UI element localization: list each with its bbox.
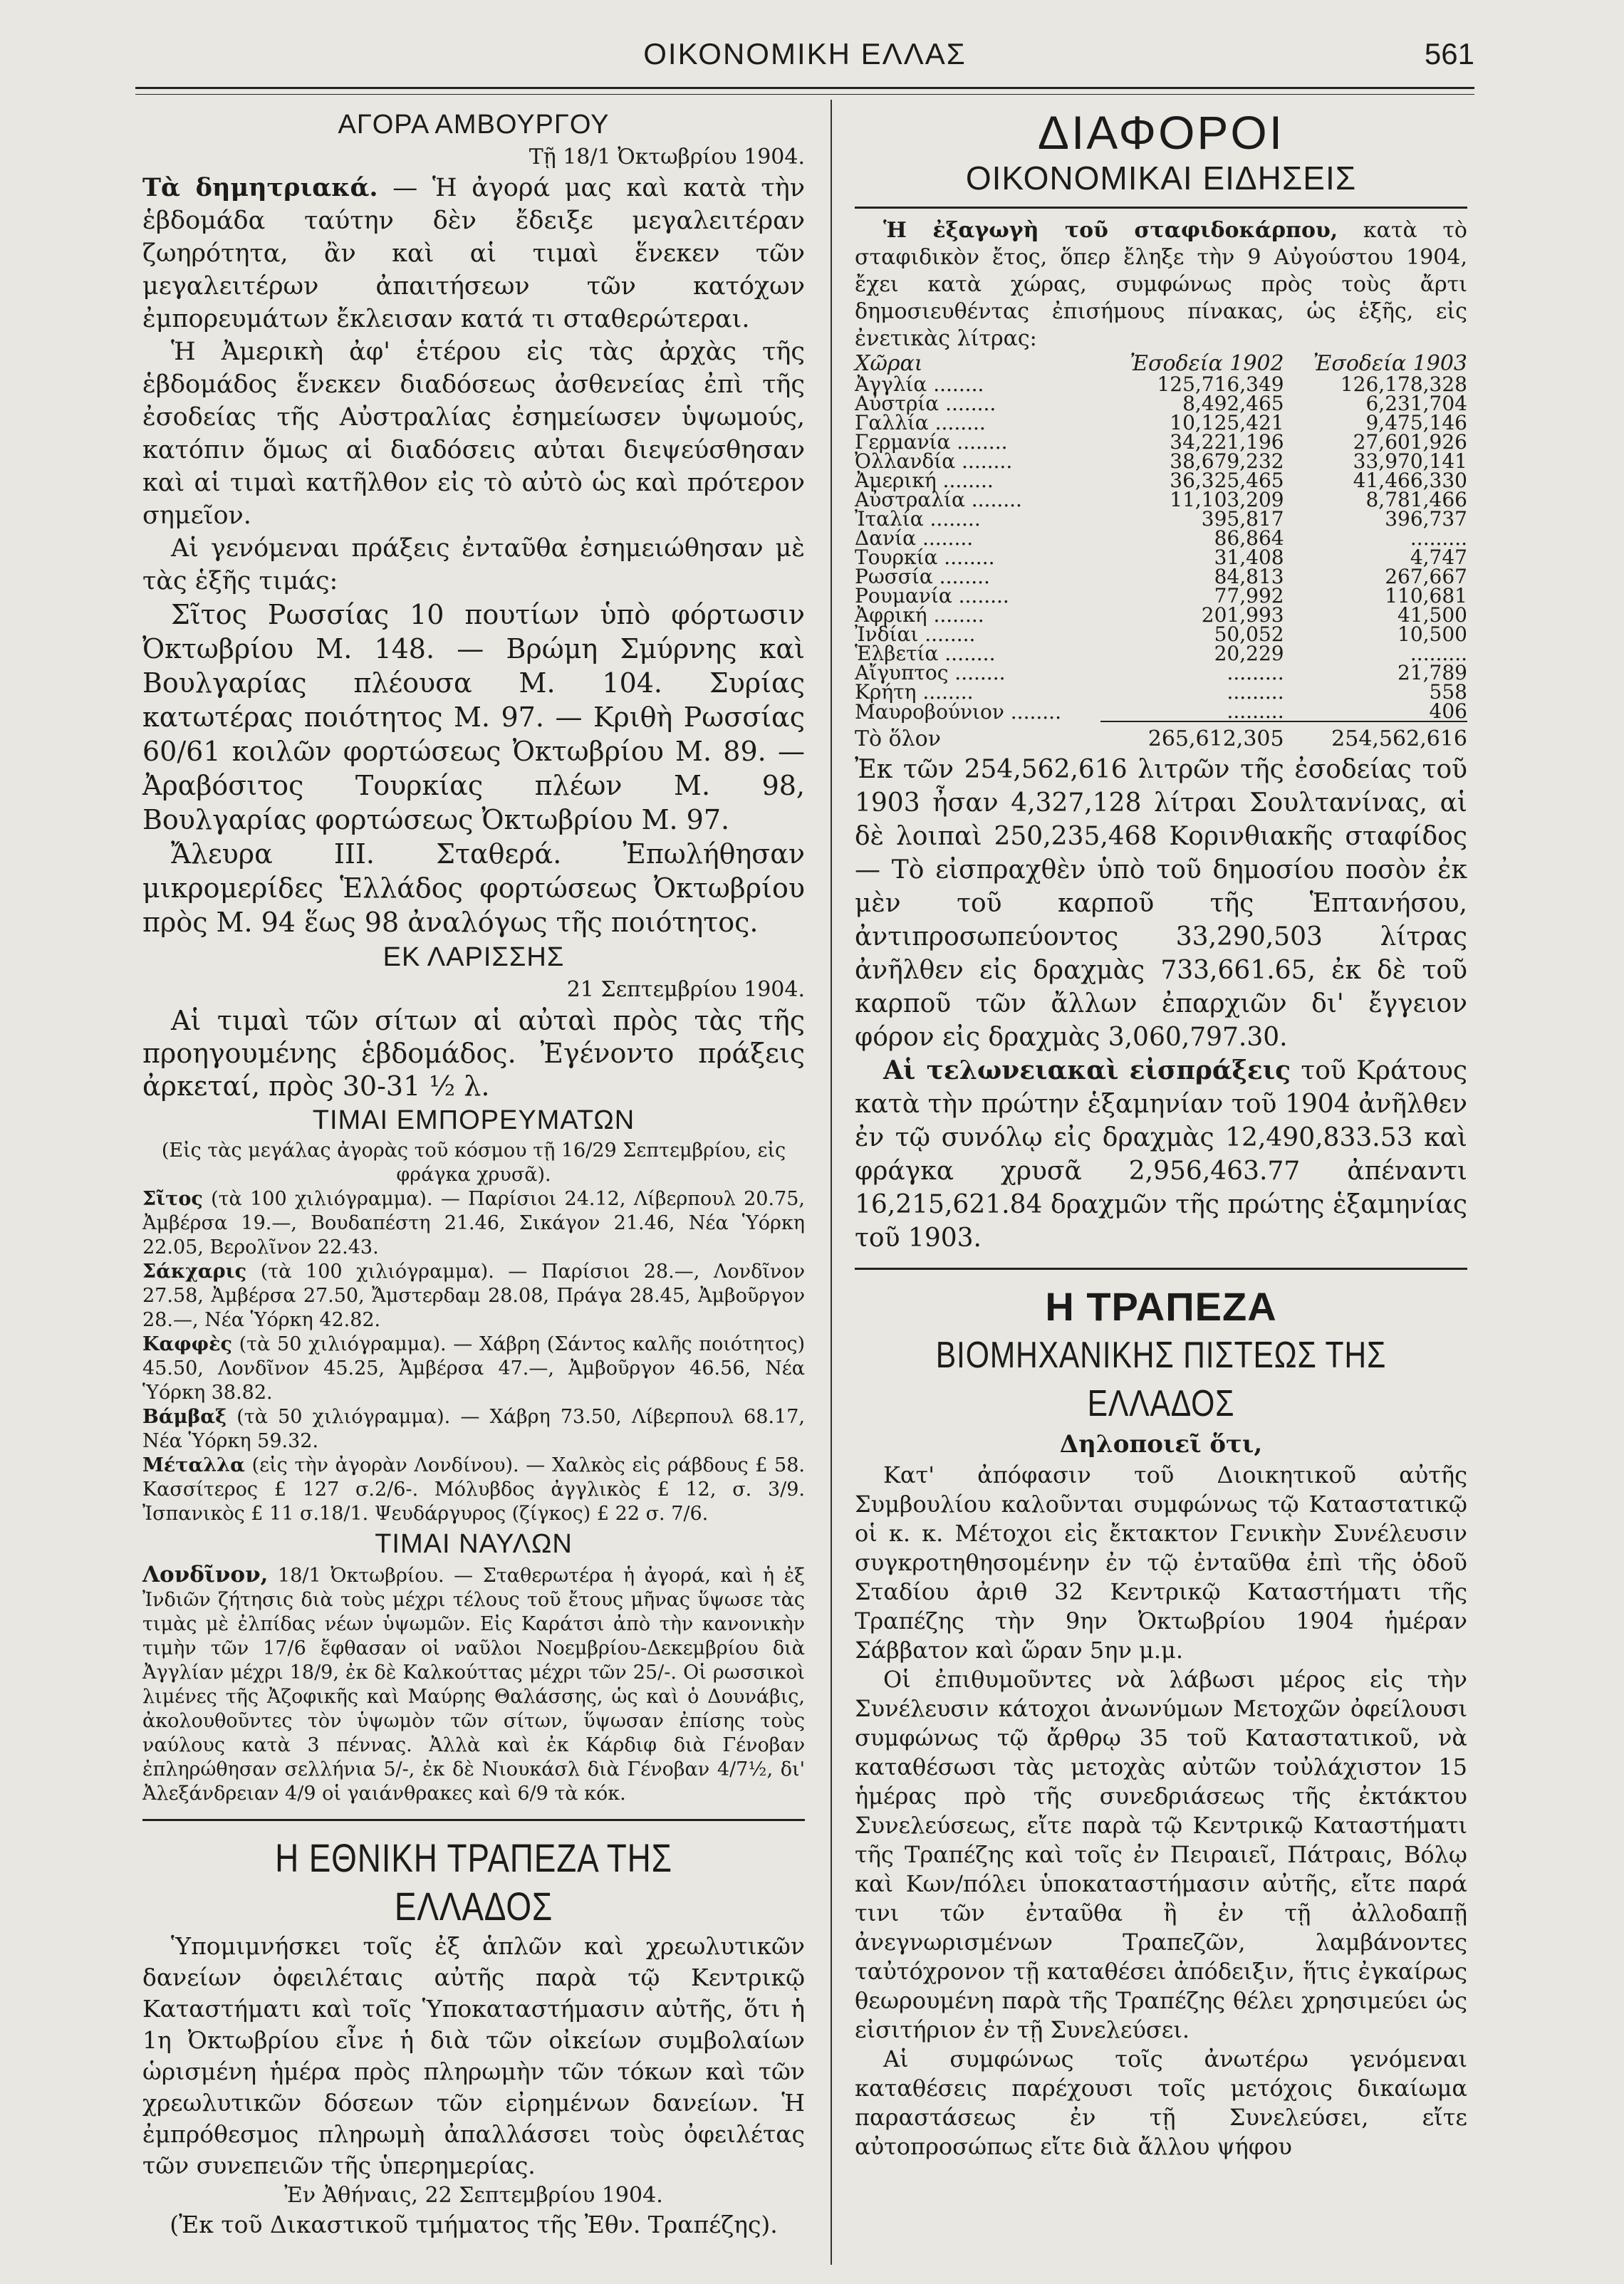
harvest-1903-cell: 396,737	[1385, 507, 1467, 531]
industrial-bank-declares: Δηλοποιεῖ ὅτι,	[1059, 1430, 1263, 1459]
currant-export-table	[855, 353, 1467, 749]
commodity-price-list	[142, 1187, 805, 1526]
harvest-1903-cell: 267,667	[1385, 565, 1467, 588]
larissa-title: ΕΚ ΛΑΡΙΣΣΗΣ	[382, 942, 565, 972]
country-cell: Ἀμερική ........	[855, 469, 994, 492]
industrial-bank-notice	[855, 1283, 1467, 2162]
harvest-1903-cell: 110,681	[1385, 584, 1467, 607]
total-1903: 254,562,616	[1284, 721, 1467, 749]
table-row	[855, 567, 1467, 586]
country-cell: Ἀφρική ........	[855, 603, 984, 627]
harvest-1902-cell: .........	[1227, 661, 1284, 684]
table-row	[855, 625, 1467, 644]
industrial-bank-title-1: Η ΤΡΑΠΕΖΑ	[1045, 1284, 1277, 1329]
harvest-1903-cell: 406	[1429, 699, 1467, 723]
country-cell: Τουρκία ........	[855, 546, 995, 569]
country-cell: Αὐστρία ........	[855, 392, 996, 415]
cereals-lead: Τὰ δημητριακά.	[142, 173, 378, 202]
harvest-1903-cell: 41,500	[1397, 603, 1467, 627]
larissa-section	[142, 942, 805, 1102]
hamburg-paragraph-4: Σῖτος Ρωσσίας 10 πουτίων ὑπὸ φόρτωσιν Ὀκτωβρίου Μ. 148. — Βρώμη Σμύρνης καὶ Βουλγαρίας πλέουσα Μ. 104. Συρίας κατωτέρας ποιότητος Μ. 97. — Κριθὴ Ρωσσίας 60/61 κοιλῶν φορτώσεως Ὀκτωβρίου Μ. 89. — Ἀραβόσιτος Τουρκίας πλέων Μ. 98, Βουλγαρίας φορτώσεως Ὀκτωβρίου Μ. 97.	[142, 599, 805, 835]
commodity-prices-title: ΤΙΜΑΙ ΕΜΠΟΡΕΥΜΑΤΩΝ	[312, 1105, 635, 1135]
national-bank-text: Ὑπομιμνήσκει τοῖς ἐξ ἁπλῶν καὶ χρεωλυτικῶν δανείων ὀφειλέταις αὐτῆς παρὰ τῷ Κεντρικῷ Καταστήματι καὶ τοῖς Ὑποκαταστήμασιν αὐτῆς, ὅτι ἡ 1η Ὀκτωβρίου εἶνε ἡ διὰ τῶν οἰκείων συμβολαίων ὡρισμένη ἡμέρα πρὸς πληρωμὴν τῶν τόκων καὶ τῶν χρεωλυτικῶν δόσεων τῶν εἰρημένων δανείων. Ἡ ἐμπρόθεσμος πληρωμὴ ἀπαλλάσσει τοὺς ὀφειλέτας τῶν συνεπειῶν τῆς ὑπερημερίας.	[142, 1932, 805, 2179]
currant-export-after: Ἐκ τῶν 254,562,616 λιτρῶν τῆς ἐσοδείας τοῦ 1903 ἦσαν 4,327,128 λίτραι Σουλτανίνας, αἱ δὲ λοιπαὶ 250,235,468 Κορινθιακῆς σταφίδος — Τὸ εἰσπραχθὲν ὑπὸ τοῦ δημοσίου ποσὸν ἐκ μὲν τοῦ καρποῦ τῆς Ἑπτανήσου, ἀντιπροσωπεύοντος 33,290,503 λίτρας ἀνῆλθεν εἰς δραχμὰς 733,661.65, ἐκ δὲ τοῦ καρποῦ τῶν ἄλλων ἐπαρχιῶν δι' ἔγγειον φόρον εἰς δραχμὰς 3,060,797.30.	[855, 755, 1467, 1052]
commodity-prices-section	[142, 1105, 805, 1526]
freight-rates-title: ΤΙΜΑΙ ΝΑΥΛΩΝ	[375, 1529, 573, 1559]
right-column	[855, 107, 1467, 2162]
table-row	[855, 413, 1467, 432]
table-row	[855, 605, 1467, 625]
country-cell: Αἴγυπτος ........	[855, 661, 1006, 684]
hamburg-date: Τῇ 18/1 Ὀκτωβρίου 1904.	[529, 145, 805, 170]
currant-export-lead: Ἡ ἐξαγωγὴ τοῦ σταφιδοκάρπου,	[883, 218, 1338, 243]
harvest-1903-cell: 4,747	[1410, 546, 1467, 569]
hamburg-paragraph-5: Ἄλευρα III. Σταθερά. Ἐπωλήθησαν μικρομερίδες Ἑλλάδος φορτώσεως Ὀκτωβρίου πρὸς Μ. 94 ἕως 98 ἀναλόγως τῆς ποιότητος.	[142, 838, 805, 938]
country-cell: Γαλλία ........	[855, 411, 986, 434]
table-row	[855, 490, 1467, 509]
harvest-1903-cell: 126,178,328	[1340, 372, 1467, 396]
commodity-text: (τὰ 100 χιλιόγραμμα). — Παρίσιοι 24.12, Λίβερπουλ 20.75, Ἀμβέρσα 19.—, Βουδαπέστη 21.46, Σικάγον 21.46, Νέα Ὑόρκη 22.05, Βερολῖνον 22.43.	[142, 1188, 805, 1258]
harvest-1902-cell: .........	[1227, 699, 1284, 723]
harvest-1903-cell: 21,789	[1397, 661, 1467, 684]
country-cell: Μαυροβούνιον ........	[855, 699, 1061, 724]
miscellaneous-title: ΔΙΑΦΟΡΟΙ	[1037, 106, 1285, 159]
commodity-name: Σάκχαρις	[142, 1261, 247, 1283]
section-rule	[855, 207, 1467, 209]
harvest-1903-cell: 558	[1429, 680, 1467, 704]
total-1902: 265,612,305	[1100, 721, 1284, 749]
table-row	[855, 528, 1467, 548]
harvest-1902-cell: 201,993	[1201, 603, 1284, 627]
industrial-bank-paragraph-1: Κατ' ἀπόφασιν τοῦ Διοικητικοῦ αὐτῆς Συμβουλίου καλοῦνται συμφώνως τῷ Καταστατικῷ οἱ κ. κ. Μέτοχοι εἰς ἔκτακτον Γενικὴν Συνέλευσιν συγκροτηθησομένην ἐν τῷ ἐνταῦθα ἐπὶ τῆς ὁδοῦ Σταδίου ἀριθ 32 Κεντρικῷ Καταστήματι τῆς Τραπέζης τὴν 9ην Ὀκτωβρίου 1904 ἡμέραν Σάββατον καὶ ὥραν 5ην μ.μ.	[855, 1461, 1467, 1664]
industrial-bank-paragraph-3: Αἱ συμφώνως τοῖς ἀνωτέρω γενόμεναι καταθέσεις παρέχουσι τοῖς μετόχοις δικαίωμα παραστάσεως ἐν τῇ Συνελεύσει, εἴτε αὐτοπροσώπως εἴτε διὰ ἄλλου ψήφου	[855, 2045, 1467, 2160]
table-body	[855, 372, 1467, 724]
section-rule	[855, 1268, 1467, 1270]
commodity-text: (εἰς τὴν ἀγορὰν Λονδίνου). — Χαλκὸς εἰς ράβδους £ 58. Κασσίτερος £ 127 σ.2/6-. Μόλυβδος ἀγγλικὸς £ 12, σ. 3/9. Ἰσπανικὸς £ 11 σ.18/1. Ψευδάργυρος (ζίγκος) £ 22 σ. 7/6.	[142, 1454, 805, 1525]
hamburg-paragraph-3: Αἱ γενόμεναι πράξεις ἐνταῦθα ἐσημειώθησαν μὲ τὰς ἑξῆς τιμάς:	[142, 534, 805, 595]
table-header-row	[855, 353, 1467, 375]
harvest-1902-cell: 395,817	[1201, 507, 1284, 531]
national-bank-signature: (Ἐκ τοῦ Δικαστικοῦ τμήματος τῆς Ἐθν. Τραπέζης).	[170, 2211, 778, 2238]
freight-rates-section	[142, 1529, 805, 1806]
harvest-1903-cell: 9,475,146	[1365, 411, 1467, 434]
customs-text: τοῦ Κράτους κατὰ τὴν πρώτην ἑξαμηνίαν τοῦ 1904 ἀνῆλθεν ἐν τῷ συνόλῳ εἰς δραχμὰς 12,490,833.53 καὶ φράγκα χρυσᾶ 2,956,463.77 ἀπέναντι 16,215,621.84 δραχμῶν τῆς πρώτης ἑξαμηνίας τοῦ 1903.	[855, 1056, 1467, 1253]
section-rule	[142, 1819, 805, 1821]
column-header: Ἐσοδεία 1902	[1130, 351, 1284, 376]
freight-lead: Λονδῖνον,	[142, 1562, 269, 1587]
commodity-name: Μέταλλα	[142, 1454, 245, 1476]
journal-title: ΟΙΚΟΝΟΜΙΚΗ ΕΛΛΑΣ	[643, 37, 967, 71]
harvest-1902-cell: 10,125,421	[1170, 411, 1284, 434]
table-total-row	[855, 721, 1467, 749]
national-bank-title: Η ΕΘΝΙΚΗ ΤΡΑΠΕΖΑ ΤΗΣ ΕΛΛΑΔΟΣ	[275, 1835, 672, 1929]
harvest-1903-cell: 8,781,466	[1365, 488, 1467, 511]
economic-news-subtitle: ΟΙΚΟΝΟΜΙΚΑΙ ΕΙΔΗΣΕΙΣ	[965, 160, 1357, 197]
hamburg-market-section	[142, 110, 805, 939]
harvest-1903-cell: 27,601,926	[1353, 430, 1467, 454]
table-row	[855, 682, 1467, 702]
harvest-1902-cell: .........	[1227, 680, 1284, 704]
commodity-text: (τὰ 50 χιλιόγραμμα). — Χάβρη 73.50, Λίβερπουλ 68.17, Νέα Ὑόρκη 59.32.	[142, 1406, 805, 1452]
harvest-1902-cell: 50,052	[1214, 622, 1284, 646]
country-cell: Ἀγγλία ........	[855, 372, 984, 396]
hamburg-title: ΑΓΟΡΑ ΑΜΒΟΥΡΓΟΥ	[338, 110, 610, 140]
commodity-name: Βάμβαξ	[142, 1406, 227, 1428]
table-row	[855, 663, 1467, 682]
table-row	[855, 644, 1467, 663]
harvest-1902-cell: 20,229	[1214, 642, 1284, 665]
currant-export-intro: κατὰ τὸ σταφιδικὸν ἔτος, ὅπερ ἔληξε τὴν 9 Αὐγούστου 1904, ἔχει κατὰ χώρας, συμφώνως πρὸς τοὺς ἄρτι δημοσιευθέντας ἐπισήμους πίνακας, ὡς ἑξῆς, εἰς ἐνετικὰς λίτρας:	[855, 218, 1467, 351]
harvest-1902-cell: 36,325,465	[1170, 469, 1284, 492]
country-cell: Ρωσσία ........	[855, 565, 990, 588]
harvest-1902-cell: 125,716,349	[1157, 372, 1284, 396]
country-cell: Ἑλβετία ........	[855, 642, 996, 665]
larissa-date: 21 Σεπτεμβρίου 1904.	[566, 977, 805, 1002]
harvest-1902-cell: 84,813	[1214, 565, 1284, 588]
harvest-1902-cell: 34,221,196	[1170, 430, 1284, 454]
commodity-prices-intro: (Εἰς τὰς μεγάλας ἀγορὰς τοῦ κόσμου τῇ 16/29 Σεπτεμβρίου, εἰς φράγκα χρυσᾶ).	[161, 1140, 786, 1186]
table-row	[855, 452, 1467, 471]
harvest-1903-cell: .........	[1410, 526, 1467, 550]
harvest-1903-cell: 6,231,704	[1365, 392, 1467, 415]
harvest-1902-cell: 77,992	[1214, 584, 1284, 607]
country-cell: Δανία ........	[855, 526, 974, 550]
country-cell: Ὀλλανδία ........	[855, 449, 1013, 473]
hamburg-paragraph-1: — Ἡ ἀγορά μας καὶ κατὰ τὴν ἑβδομάδα ταύτην δὲν ἔδειξε μεγαλειτέραν ζωηρότητα, ἂν καὶ αἱ τιμαὶ ἕνεκεν τῶν μεγαλειτέρων ἀπαιτήσεων τῶν κατόχων ἐμπορευμάτων ἔκλεισαν κατά τι σταθερώτεραι.	[142, 174, 805, 333]
header-rule	[135, 87, 1474, 89]
country-cell: Ἰταλία ........	[855, 507, 981, 531]
page-number: 561	[1424, 37, 1474, 71]
customs-revenue-section	[855, 1054, 1467, 1255]
national-bank-notice	[142, 1834, 805, 2240]
table-row	[855, 394, 1467, 413]
industrial-bank-title-2: ΒΙΟΜΗΧΑΝΙΚΗΣ ΠΙΣΤΕΩΣ ΤΗΣ ΕΛΛΑΔΟΣ	[935, 1335, 1387, 1424]
table-row	[855, 432, 1467, 452]
country-cell: Ρουμανία ........	[855, 584, 1009, 607]
harvest-1902-cell: 11,103,209	[1170, 488, 1284, 511]
column-header: Ἐσοδεία 1903	[1313, 351, 1467, 376]
commodity-text: (τὰ 100 χιλιόγραμμα). — Παρίσιοι 28.—, Λονδῖνον 27.58, Ἀμβέρσα 27.50, Ἄμστερδαμ 28.08, Πράγα 28.45, Ἀμβοῦργον 28.—, Νέα Ὑόρκη 42.82.	[142, 1261, 805, 1331]
table-row	[855, 586, 1467, 605]
harvest-1903-cell: 41,466,330	[1353, 469, 1467, 492]
left-column	[142, 107, 805, 2240]
column-divider	[831, 100, 832, 2265]
commodity-text: (τὰ 50 χιλιόγραμμα). — Χάβρη (Σάντος καλῆς ποιότητος) 45.50, Λονδῖνον 45.25, Ἀμβέρσα 47.—, Ἀμβοῦργον 46.56, Νέα Ὑόρκη 38.82.	[142, 1333, 805, 1404]
country-cell: Κρήτη ........	[855, 680, 974, 704]
column-header: Χῶραι	[855, 351, 923, 376]
country-cell: Αὐστραλία ........	[855, 488, 1022, 511]
industrial-bank-paragraph-2: Οἱ ἐπιθυμοῦντες νὰ λάβωσι μέρος εἰς τὴν Συνέλευσιν κάτοχοι ἀνωνύμων Μετοχῶν ὀφείλουσι συμφώνως τῷ ἄρθρῳ 35 τοῦ Καταστατικοῦ, νὰ καταθέσωσι τὰς μετοχὰς αὐτῶν τοὐλάχιστον 15 ἡμέρας πρὸ τῆς συνεδριάσεως τῆς ἐκτάκτου Συνελεύσεως, εἴτε παρὰ τῷ Κεντρικῷ Καταστήματι τῆς Τραπέζης καὶ τοῖς ἐν Πειραιεῖ, Πάτραις, Βόλῳ καὶ Κων/πόλει ὑποκαταστήμασιν αὐτῆς, εἴτε παρά τινι τῶν ἐνταῦθα ἢ ἐν τῇ ἀλλοδαπῇ ἀνεγνωρισμένων Τραπεζῶν, λαμβάνοντες ταὐτόχρονον τῇ καταθέσει ἀπόδειξιν, ἥτις ἐγκαίρως θεωρουμένη παρὰ τῆς Τραπέζης θέλει χρησιμεύει ὡς εἰσιτήριον ἐν τῇ Συνελεύσει.	[855, 1666, 1467, 2043]
harvest-1902-cell: 38,679,232	[1170, 449, 1284, 473]
harvest-1902-cell: 31,408	[1214, 546, 1284, 569]
larissa-paragraph: Αἱ τιμαὶ τῶν σίτων αἱ αὐταὶ πρὸς τὰς τῆς προηγουμένης ἑβδομάδος. Ἐγένοντο πράξεις ἀρκεταί, πρὸς 30-31 ½ λ.	[142, 1005, 805, 1102]
table-row	[855, 548, 1467, 567]
harvest-1903-cell: 10,500	[1397, 622, 1467, 646]
commodity-name: Καφφὲς	[142, 1333, 232, 1355]
currant-export-section	[855, 217, 1467, 1054]
harvest-1902-cell: 8,492,465	[1182, 392, 1284, 415]
country-cell: Γερμανία ........	[855, 430, 1008, 454]
customs-lead: Αἱ τελωνειακαὶ εἰσπράξεις	[883, 1055, 1291, 1085]
freight-text: 18/1 Ὀκτωβρίου. — Σταθερωτέρα ἡ ἀγορά, καὶ ἡ ἐξ Ἰνδιῶν ζήτησις διὰ τοὺς μέχρι τέλους τοῦ ἔτους μῆνας ὕψωσε τὰς τιμὰς μὲ ἐλπίδας νέων ὑψωμῶν. Εἰς Καράτσι ἀπὸ τὴν κανονικὴν τιμὴν τῶν 17/6 ἔφθασαν οἱ ναῦλοι Νοεμβρίου-Δεκεμβρίου διὰ Ἀγγλίαν μέχρι 18/9, ἐκ δὲ Καλκούττας μέχρι τῶν 25/-. Οἱ ρωσσικοὶ λιμένες τῆς Ἀζοφικῆς καὶ Μαύρης Θαλάσσης, ὡς καὶ ὁ Δουνάβις, ἀκολουθοῦντες τὸν ὑψωμὸν τῶν σίτων, ὕψωσαν ἐπίσης τοὺς ναύλους κατὰ 3 πέννας. Ἀλλὰ καὶ ἐκ Κάρδιφ διὰ Γένοβαν ἐπληρώθησαν σελλήνια 5/-, ἐκ δὲ Νιουκάσλ διὰ Γένοβαν 4/7½, δι' Ἀλεξάνδρειαν 4/9 οἱ γαιάνθρακες καὶ 6/9 τὰ κόκ.	[142, 1565, 805, 1805]
total-label: Τὸ ὅλον	[855, 726, 941, 751]
harvest-1903-cell: 33,970,141	[1353, 449, 1467, 473]
table-row	[855, 702, 1467, 721]
commodity-name: Σῖτος	[142, 1188, 203, 1210]
country-cell: Ἰνδίαι ........	[855, 622, 976, 646]
national-bank-date: Ἐν Ἀθήναις, 22 Σεπτεμβρίου 1904.	[284, 2183, 663, 2208]
hamburg-paragraph-2: Ἡ Ἀμερικὴ ἀφ' ἑτέρου εἰς τὰς ἀρχὰς τῆς ἑβδομάδος ἕνεκεν διαδόσεως ἀσθενείας ἐπὶ τῆς ἐσοδείας τῆς Αὐστραλίας ἐσημείωσεν ὑψωμούς, κατόπιν ὅμως αἱ διαδόσεις αὐται διεψεύσθησαν καὶ αἱ τιμαὶ κατῆλθον εἰς τὸ αὐτὸ ὡς καὶ πρότερον σημεῖον.	[142, 338, 805, 530]
table-row	[855, 375, 1467, 394]
harvest-1903-cell: .........	[1410, 642, 1467, 665]
header-rule-thin	[135, 94, 1474, 95]
page-header	[135, 37, 1474, 77]
table-row	[855, 509, 1467, 528]
table-row	[855, 471, 1467, 490]
harvest-1902-cell: 86,864	[1214, 526, 1284, 550]
